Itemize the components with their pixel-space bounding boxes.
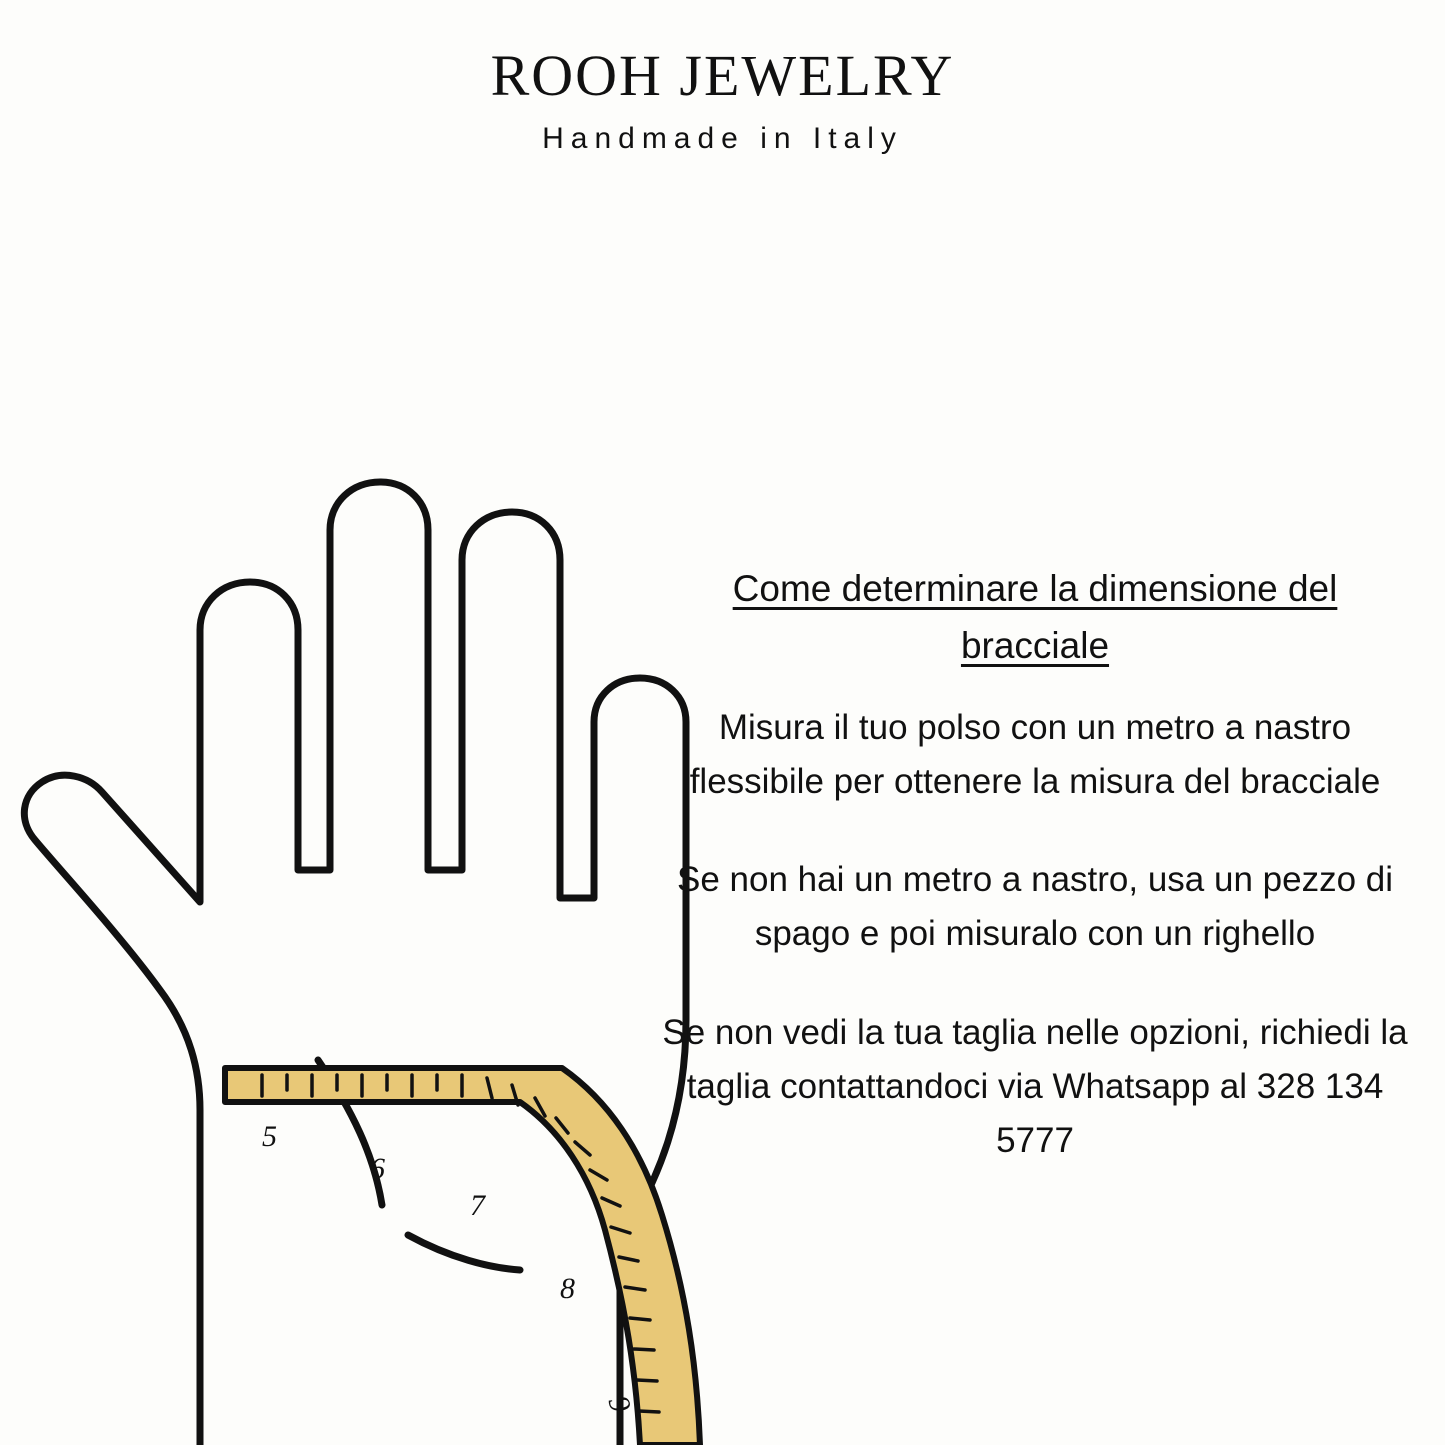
instructions-paragraph-2: Se non hai un metro a nastro, usa un pezzo di spago e poi misuralo con un righello bbox=[676, 860, 1393, 954]
instructions-paragraph-3: Se non vedi la tua taglia nelle opzioni, richiedi la taglia contattandoci via Whatsapp al 328 134 5777 bbox=[662, 1012, 1408, 1161]
brand-title: ROOH JEWELRY bbox=[490, 43, 955, 108]
instructions-paragraph-1: Misura il tuo polso con un metro a nastro flessibile per ottenere la misura del bracciale bbox=[689, 707, 1381, 801]
instructions-headline: Come determinare la dimensione del bracciale bbox=[732, 568, 1338, 667]
svg-text:9: 9 bbox=[601, 1391, 638, 1417]
svg-text:5: 5 bbox=[262, 1120, 277, 1153]
svg-text:7: 7 bbox=[470, 1189, 485, 1222]
brand-subtitle: Handmade in Italy bbox=[542, 122, 903, 155]
svg-text:8: 8 bbox=[560, 1272, 575, 1305]
svg-text:6: 6 bbox=[370, 1152, 385, 1185]
hand-illustration bbox=[0, 230, 740, 1445]
instructions-text-column bbox=[655, 560, 1415, 1168]
